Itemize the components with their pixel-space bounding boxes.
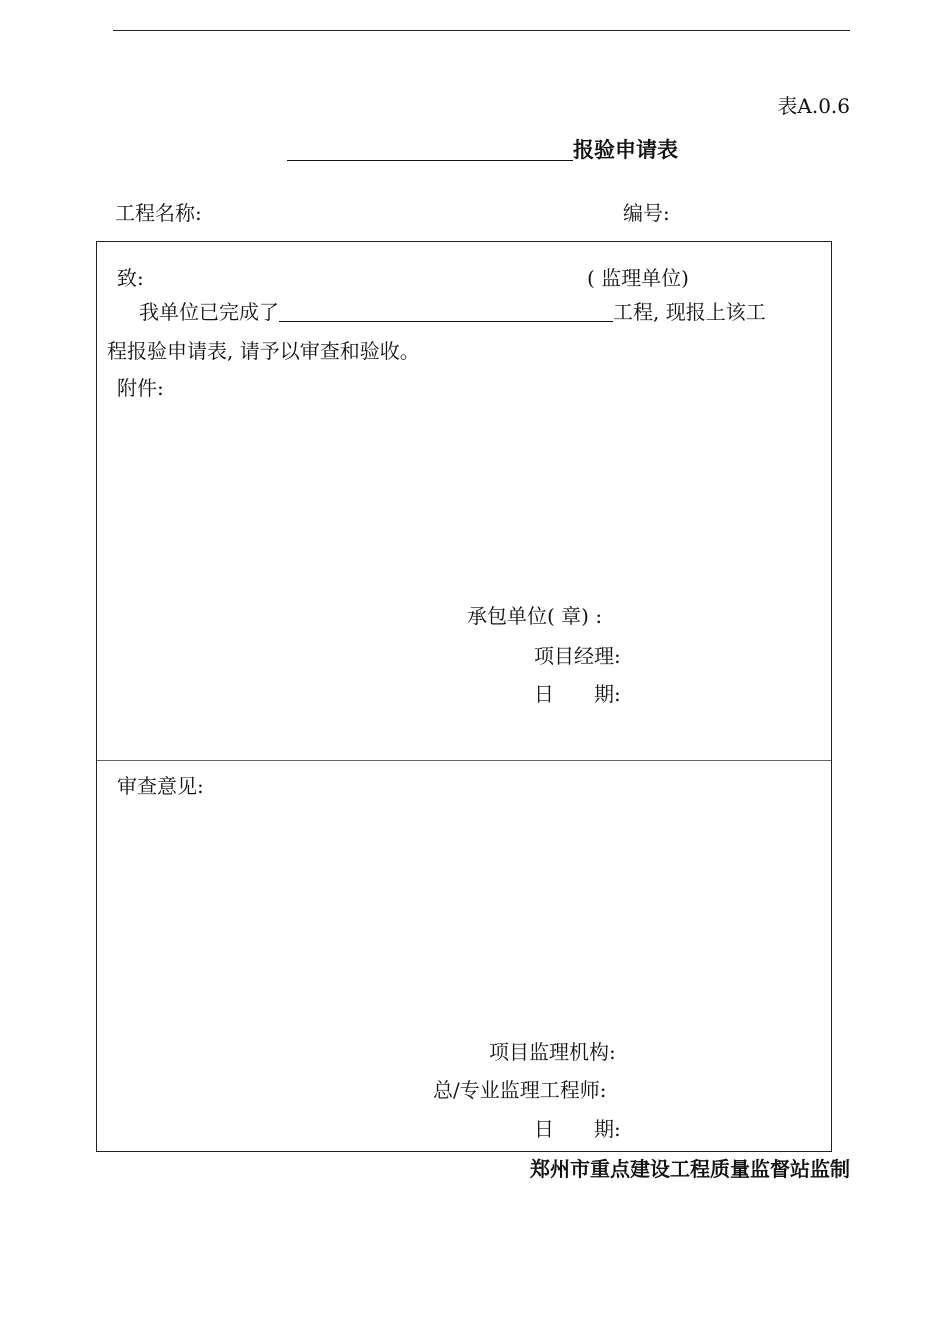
body-suffix: 工程, 现报上该工	[613, 300, 766, 324]
title-blank-line	[287, 142, 573, 161]
completed-work-blank	[279, 303, 613, 322]
table-code: 表A.0.6	[777, 94, 850, 118]
body-prefix: 我单位已完成了	[139, 300, 279, 324]
supervisor-unit-label: ( 监理单位)	[587, 266, 689, 290]
supervision-org-label: 项目监理机构:	[489, 1040, 616, 1064]
to-label: 致:	[117, 266, 144, 290]
form-title	[287, 140, 678, 161]
application-date-label: 日 期:	[534, 682, 621, 706]
issuer-footer: 郑州市重点建设工程质量监督站监制	[530, 1157, 850, 1181]
review-opinion-label: 审查意见:	[117, 774, 204, 798]
review-date-label: 日 期:	[534, 1117, 621, 1141]
application-body-line-2: 程报验申请表, 请予以审查和验收。	[107, 339, 420, 363]
attachment-label: 附件:	[117, 376, 164, 400]
supervising-engineer-label: 总/专业监理工程师:	[433, 1078, 607, 1102]
form-table	[96, 241, 832, 1152]
form-title-text: 报验申请表	[573, 138, 678, 162]
contractor-seal-label: 承包单位( 章) :	[467, 604, 603, 628]
top-rule	[113, 30, 850, 31]
section-divider	[97, 760, 831, 761]
project-manager-label: 项目经理:	[534, 644, 621, 668]
application-body-line-1	[139, 302, 766, 322]
number-label: 编号:	[623, 201, 670, 225]
project-name-label: 工程名称:	[115, 201, 202, 225]
